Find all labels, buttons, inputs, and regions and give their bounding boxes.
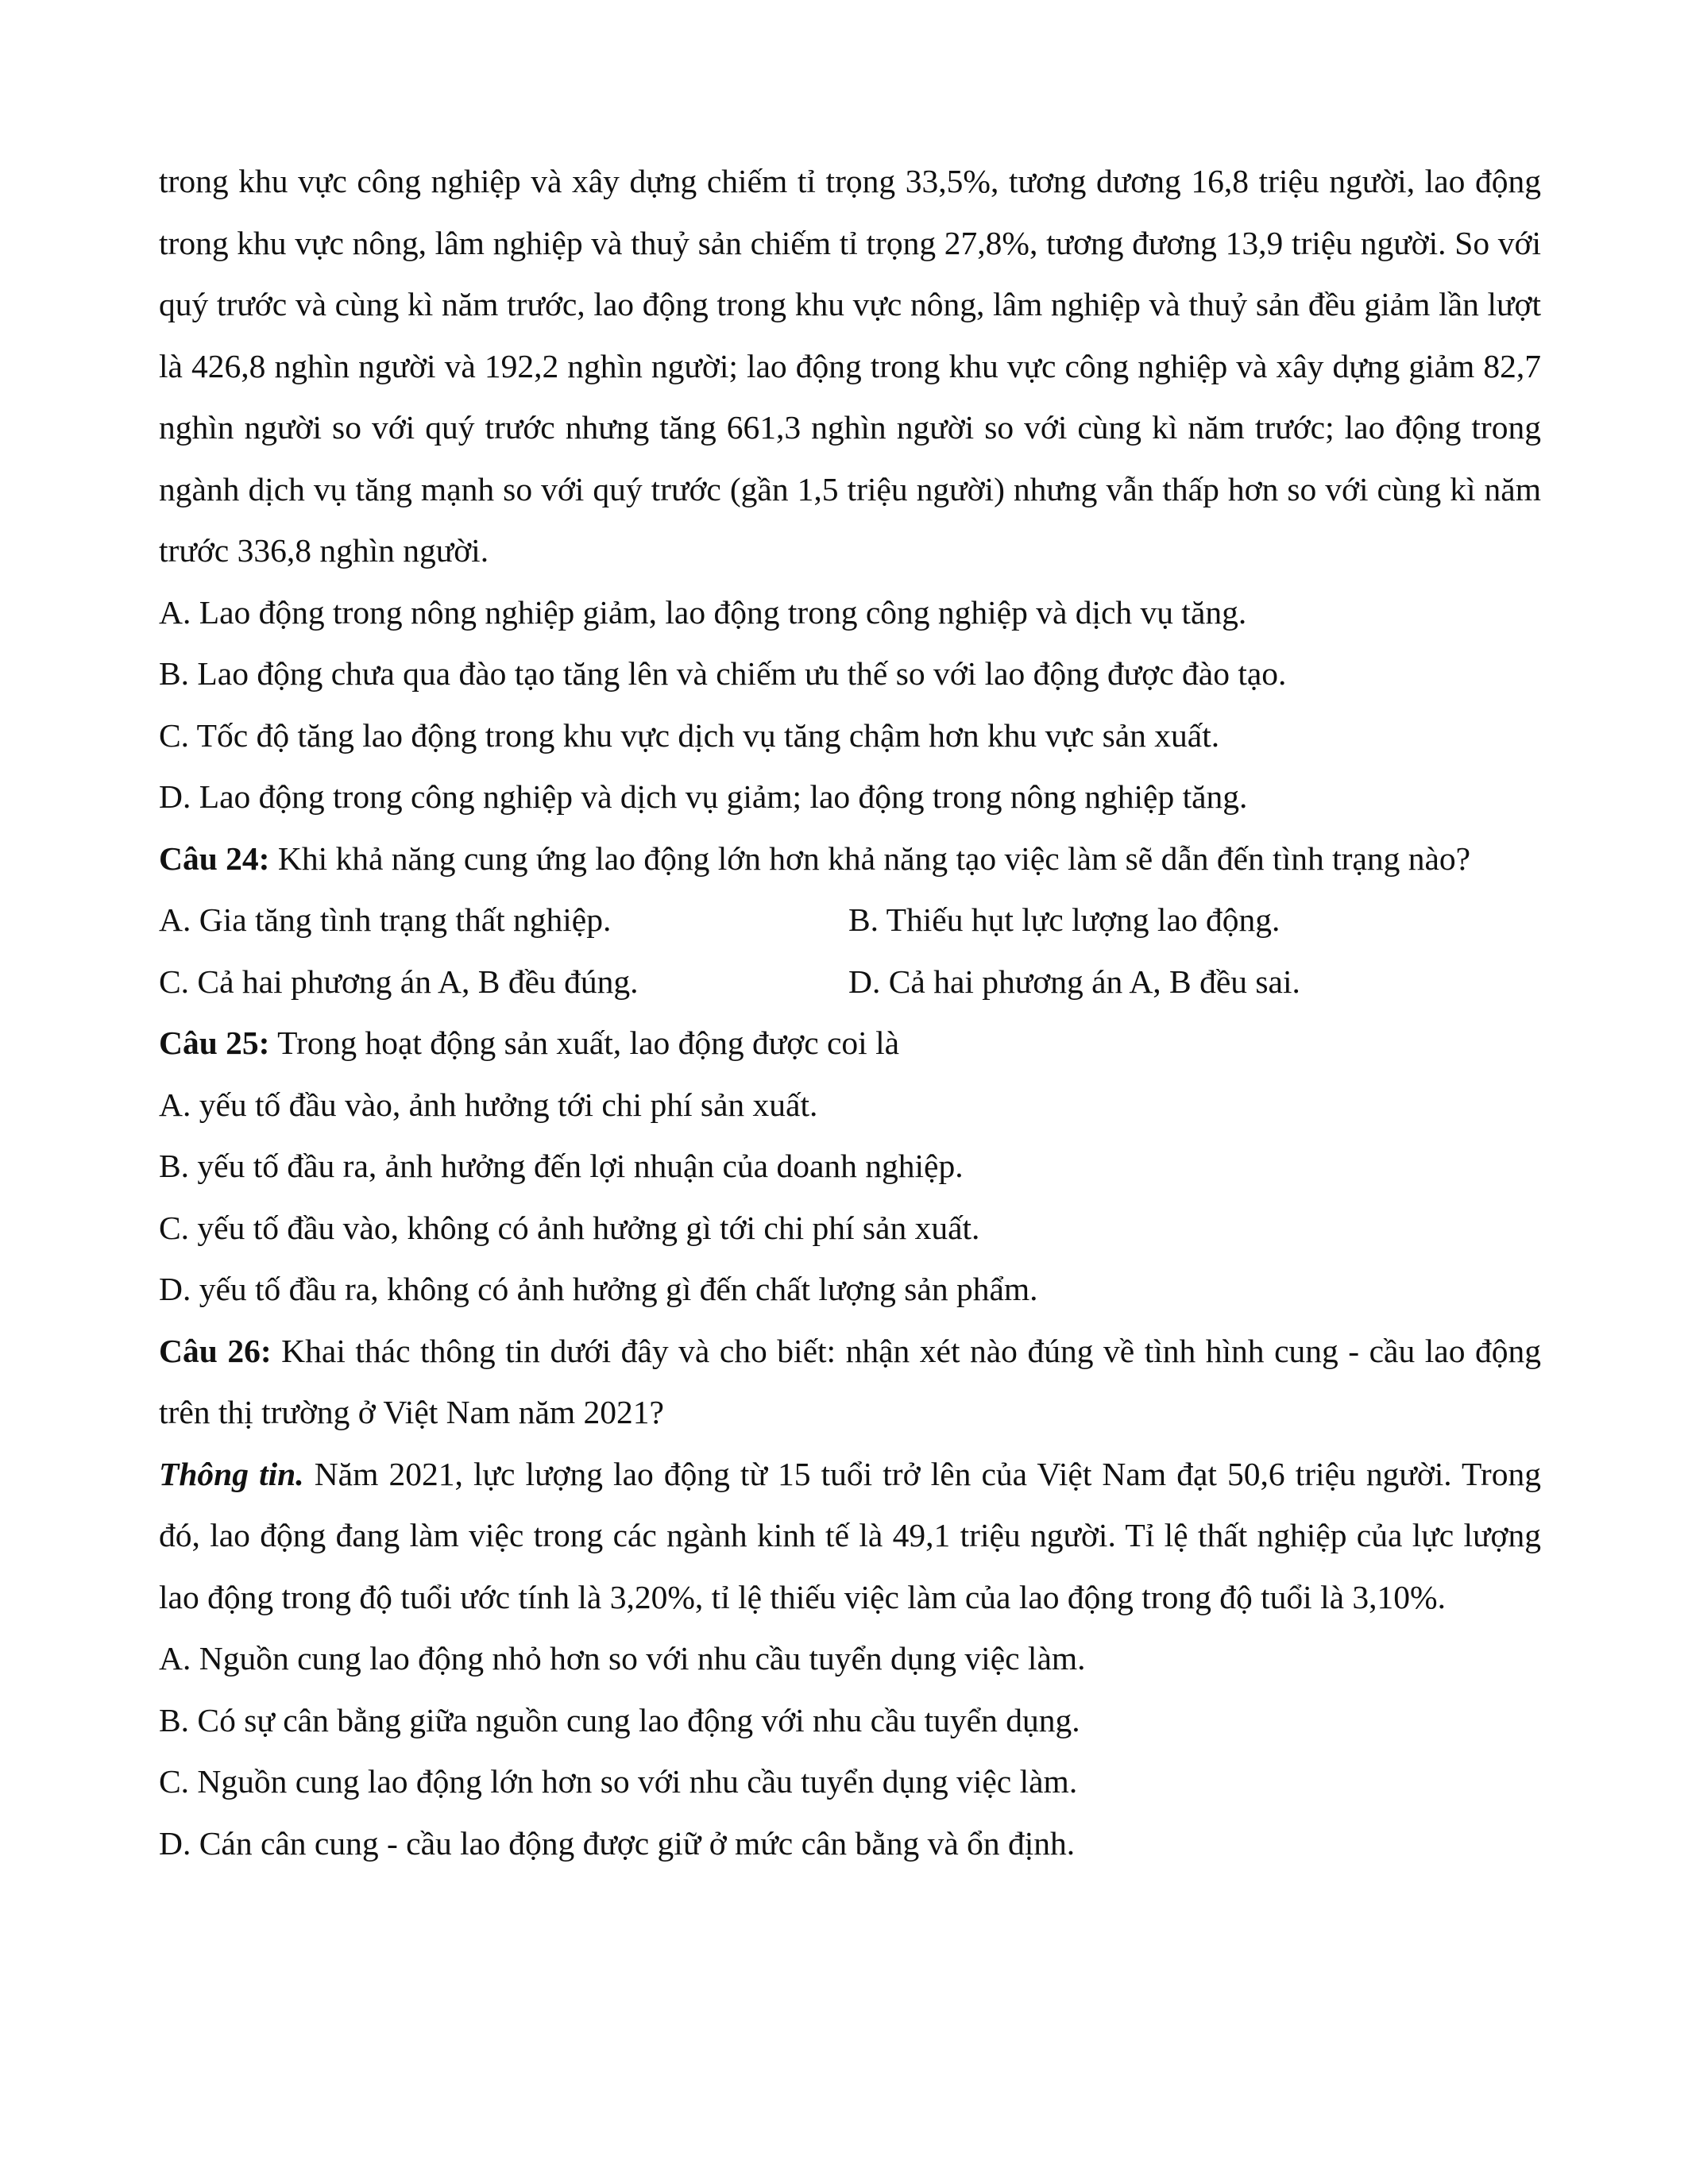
q25-label: Câu 25: [159,1024,270,1061]
q25-option-b: B. yếu tố đầu ra, ảnh hưởng đến lợi nhuận của doanh nghiệp. [159,1148,964,1184]
question-24 [159,828,1541,1013]
q23-option-c: C. Tốc độ tăng lao động trong khu vực dịch vụ tăng chậm hơn khu vực sản xuất. [159,716,1220,754]
q26-option-a: A. Nguồn cung lao động nhỏ hơn so với nhu cầu tuyển dụng việc làm. [159,1640,1086,1677]
q23-option-a: A. Lao động trong nông nghiệp giảm, lao động trong công nghiệp và dịch vụ tăng. [159,593,1247,631]
q24-text: Khi khả năng cung ứng lao động lớn hơn khả năng tạo việc làm sẽ dẫn đến tình trạng nào? [269,839,1471,877]
continuation-paragraph: trong khu vực công nghiệp và xây dựng chiếm tỉ trọng 33,5%, tương dương 16,8 triệu người, lao động trong khu vực nông, lâm nghiệp và thuỷ sản chiếm tỉ trọng 27,8%, tương đương 13,9 triệu người. So với quý trước và cùng kì năm trước, lao động trong khu vực nông, lâm nghiệp và thuỷ sản đều giảm lần lượt là 426,8 nghìn người và 192,2 nghìn người; lao động trong khu vực công nghiệp và xây dựng giảm 82,7 nghìn người so với quý trước nhưng tăng 661,3 nghìn người so với cùng kì năm trước; lao động trong ngành dịch vụ tăng mạnh so với quý trước (gần 1,5 triệu người) nhưng vẫn thấp hơn so với cùng kì năm trước 336,8 nghìn người. [159,163,1541,569]
q26-label: Câu 26: [159,1332,272,1369]
q26-option-c: C. Nguồn cung lao động lớn hơn so với nhu cầu tuyển dụng việc làm. [159,1763,1078,1800]
q24-options-row-1 [159,889,1541,951]
q23-option-d: D. Lao động trong công nghiệp và dịch vụ giảm; lao động trong nông nghiệp tăng. [159,778,1248,815]
q26-text: Khai thác thông tin dưới đây và cho biết: nhận xét nào đúng về tình hình cung - cầu lao động trên thị trường ở Việt Nam năm 2021? [159,1332,1541,1430]
q25-option-d: D. yếu tố đầu ra, không có ảnh hưởng gì đến chất lượng sản phẩm. [159,1271,1038,1307]
q24-option-d: D. Cả hai phương án A, B đều sai. [848,963,1300,1000]
q24-options-row-2 [159,951,1541,1013]
q24-label: Câu 24: [159,839,270,877]
question-26 [159,1321,1541,1875]
q24-option-b: B. Thiếu hụt lực lượng lao động. [848,901,1280,938]
q23-option-b: B. Lao động chưa qua đào tạo tăng lên và chiếm ưu thế so với lao động được đào tạo. [159,655,1287,692]
q25-option-c: C. yếu tố đầu vào, không có ảnh hưởng gì tới chi phí sản xuất. [159,1209,980,1246]
question-25 [159,1013,1541,1321]
q24-stem [159,828,1541,890]
q25-option-a: A. yếu tố đầu vào, ảnh hưởng tới chi phí sản xuất. [159,1086,818,1123]
q26-info-paragraph [159,1444,1541,1629]
q26-option-b: B. Có sự cân bằng giữa nguồn cung lao động với nhu cầu tuyển dụng. [159,1701,1080,1738]
q26-option-d: D. Cán cân cung - cầu lao động được giữ ở mức cân bằng và ổn định. [159,1824,1076,1862]
question-23-options [159,582,1541,828]
q24-option-a: A. Gia tăng tình trạng thất nghiệp. [159,901,612,938]
q26-info-text: Năm 2021, lực lượng lao động từ 15 tuổi trở lên của Việt Nam đạt 50,6 triệu người. Trong đó, lao động đang làm việc trong các ngành kinh tế là 49,1 triệu người. Tỉ lệ thất nghiệp của lực lượng lao động trong độ tuổi ước tính là 3,20%, tỉ lệ thiếu việc làm của lao động trong độ tuổi là 3,10%. [159,1455,1541,1615]
q25-text: Trong hoạt động sản xuất, lao động được coi là [269,1024,900,1061]
q26-stem [159,1321,1541,1444]
q25-stem [159,1013,1541,1075]
document-page [159,151,1541,1874]
q26-info-label: Thông tin. [159,1455,304,1492]
q24-option-c: C. Cả hai phương án A, B đều đúng. [159,963,639,1000]
